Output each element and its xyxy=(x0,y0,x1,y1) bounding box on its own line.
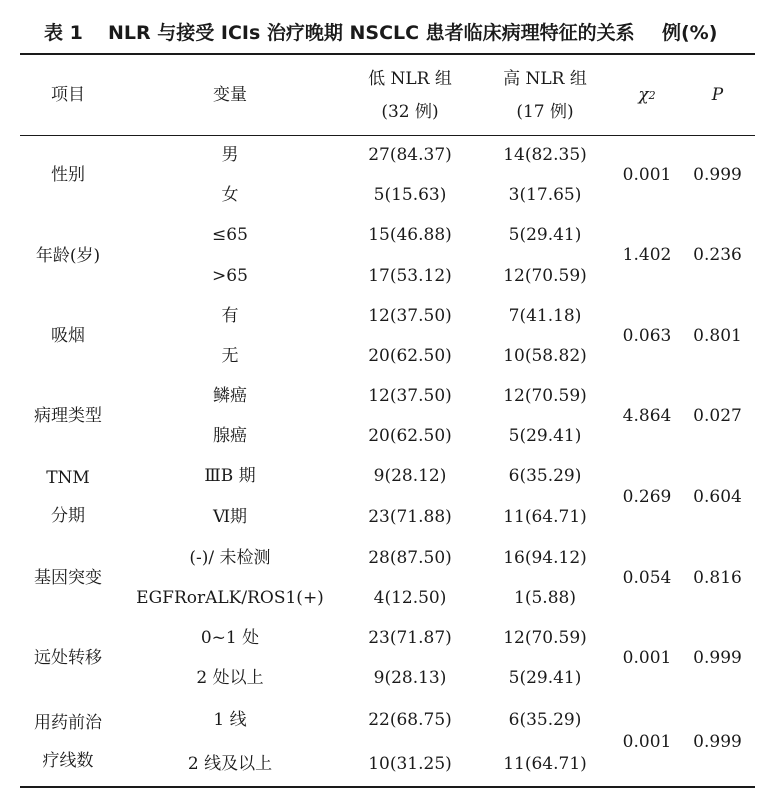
low-nlr-cell: 15(46.88) xyxy=(368,225,452,246)
group-item-line: 远处转移 xyxy=(34,648,102,668)
variable-cell: 有 xyxy=(221,305,239,326)
chi-square-value: 1.402 xyxy=(622,245,672,266)
group-item-line: 病理类型 xyxy=(34,406,102,426)
variable-cell: 1 线 xyxy=(213,709,247,730)
group-item xyxy=(20,215,116,296)
group-item-line: TNM xyxy=(46,468,90,488)
p-value: 0.801 xyxy=(693,325,742,346)
group-item xyxy=(20,538,116,618)
chi-square-value: 0.001 xyxy=(622,164,672,185)
group-item xyxy=(20,618,116,698)
low-nlr-cell: 17(53.12) xyxy=(368,265,452,286)
group-item-line: 吸烟 xyxy=(51,326,85,346)
bottom-rule xyxy=(20,786,755,788)
p-value: 0.604 xyxy=(693,486,742,507)
high-nlr-cell: 7(41.18) xyxy=(508,305,582,326)
header-variable: 变量 xyxy=(213,85,247,106)
group-item-line: 性别 xyxy=(51,165,85,185)
header-chi-square: χ 2 xyxy=(638,85,656,106)
low-nlr-cell: 5(15.63) xyxy=(373,184,447,205)
group-item-line: 用药前治 xyxy=(34,713,102,733)
high-nlr-cell: 12(70.59) xyxy=(503,265,587,286)
group-item xyxy=(20,698,116,786)
chi-square-value: 4.864 xyxy=(622,405,672,426)
table-unit: 例(%) xyxy=(662,22,718,44)
low-nlr-cell: 4(12.50) xyxy=(373,587,447,608)
variable-cell: 2 处以上 xyxy=(196,667,264,688)
chi-square-value: 0.001 xyxy=(622,647,672,668)
chi-square-value: 0.269 xyxy=(622,486,672,507)
variable-cell: ⅢB 期 xyxy=(204,466,256,487)
group-item-line: 基因突变 xyxy=(34,568,102,588)
high-nlr-cell: 14(82.35) xyxy=(503,144,587,165)
high-nlr-cell: 3(17.65) xyxy=(508,184,582,205)
p-value: 0.236 xyxy=(693,245,742,266)
high-nlr-cell: 12(70.59) xyxy=(503,385,587,406)
high-nlr-cell: 11(64.71) xyxy=(503,507,587,528)
low-nlr-cell: 9(28.12) xyxy=(373,466,447,487)
high-nlr-cell: 5(29.41) xyxy=(508,425,582,446)
p-value: 0.027 xyxy=(693,405,742,426)
chi-square-value: 0.054 xyxy=(622,567,672,588)
variable-cell: 男 xyxy=(221,144,239,165)
high-nlr-cell: 1(5.88) xyxy=(514,587,576,608)
variable-cell: (-)/ 未检测 xyxy=(189,547,271,568)
low-nlr-cell: 20(62.50) xyxy=(368,345,452,366)
high-nlr-cell: 11(64.71) xyxy=(503,753,587,774)
low-nlr-cell: 12(37.50) xyxy=(368,385,452,406)
header-item: 项目 xyxy=(51,85,85,106)
low-nlr-cell: 9(28.13) xyxy=(373,667,447,688)
header-p-value: P xyxy=(711,85,724,106)
high-nlr-cell: 6(35.29) xyxy=(508,709,582,730)
variable-cell: ≤65 xyxy=(212,225,248,246)
variable-cell: 2 线及以上 xyxy=(187,753,273,774)
low-nlr-cell: 20(62.50) xyxy=(368,425,452,446)
top-rule xyxy=(20,53,755,55)
p-value: 0.999 xyxy=(693,731,742,752)
group-item-line: 疗线数 xyxy=(42,751,94,771)
high-nlr-cell: 5(29.41) xyxy=(508,667,582,688)
p-value: 0.999 xyxy=(693,647,742,668)
table-title: NLR 与接受 ICIs 治疗晚期 NSCLC 患者临床病理特征的关系 xyxy=(108,22,635,44)
chi-square-value: 0.001 xyxy=(622,731,672,752)
variable-cell: 腺癌 xyxy=(213,425,247,446)
high-nlr-cell: 10(58.82) xyxy=(503,345,587,366)
p-value: 0.816 xyxy=(693,567,742,588)
low-nlr-cell: 27(84.37) xyxy=(368,144,452,165)
group-item xyxy=(20,376,116,456)
group-item xyxy=(20,456,116,538)
group-item-line: 分期 xyxy=(51,506,85,526)
header-high-nlr: 高 NLR 组 (17 例) xyxy=(503,68,587,122)
low-nlr-cell: 28(87.50) xyxy=(368,547,452,568)
high-nlr-cell: 16(94.12) xyxy=(503,547,587,568)
low-nlr-cell: 12(37.50) xyxy=(368,305,452,326)
group-item xyxy=(20,135,116,215)
variable-cell: >65 xyxy=(212,265,248,286)
header-low-nlr: 低 NLR 组 (32 例) xyxy=(368,68,452,122)
variable-cell: 无 xyxy=(221,345,239,366)
low-nlr-cell: 23(71.87) xyxy=(368,627,452,648)
low-nlr-cell: 10(31.25) xyxy=(368,753,452,774)
variable-cell: EGFRorALK/ROS1(+) xyxy=(136,587,324,608)
table-caption xyxy=(0,14,776,50)
variable-cell: Ⅵ期 xyxy=(212,507,248,528)
table-label: 表 1 xyxy=(44,22,83,44)
group-item-line: 年龄(岁) xyxy=(35,245,101,266)
variable-cell: 女 xyxy=(221,184,239,205)
high-nlr-cell: 5(29.41) xyxy=(508,225,582,246)
variable-cell: 鳞癌 xyxy=(213,385,247,406)
p-value: 0.999 xyxy=(693,164,742,185)
high-nlr-cell: 6(35.29) xyxy=(508,466,582,487)
high-nlr-cell: 12(70.59) xyxy=(503,627,587,648)
chi-square-value: 0.063 xyxy=(622,325,672,346)
variable-cell: 0~1 处 xyxy=(200,627,260,648)
low-nlr-cell: 23(71.88) xyxy=(368,507,452,528)
low-nlr-cell: 22(68.75) xyxy=(368,709,452,730)
group-item xyxy=(20,296,116,376)
